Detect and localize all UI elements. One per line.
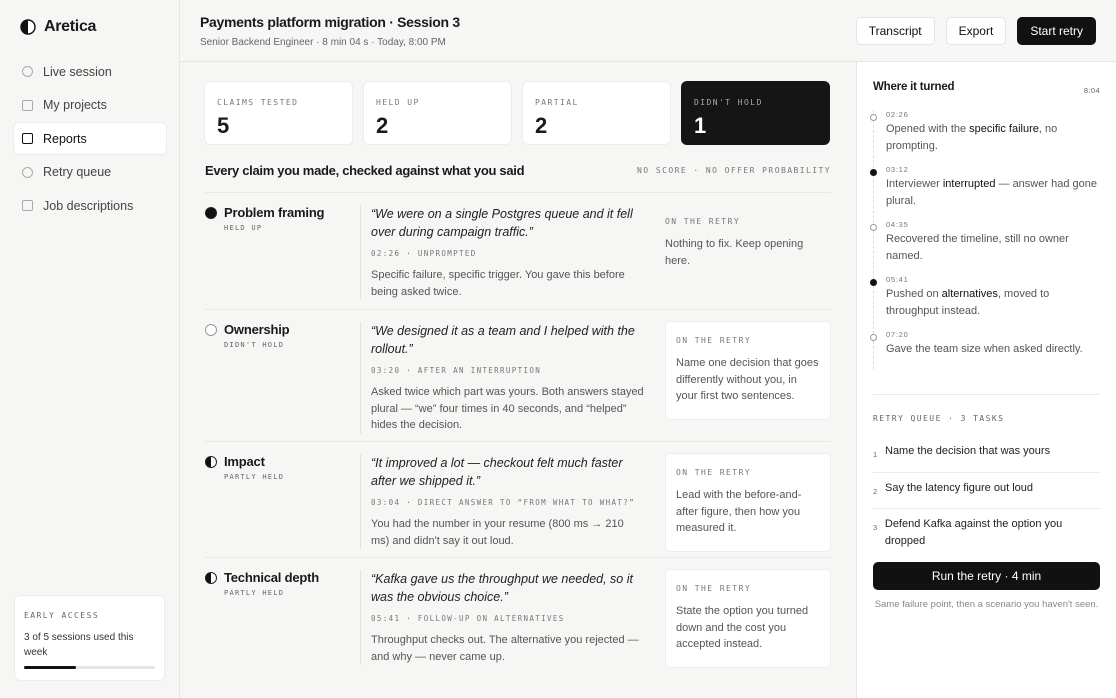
retry-task-text: Defend Kafka against the option you dropped (884, 518, 1063, 547)
timeline-text-highlight: alternatives (941, 288, 998, 300)
claim-name: Problem framing (224, 205, 325, 220)
sidebar-item-label: Live session (43, 64, 112, 79)
square-icon (22, 100, 33, 111)
sidebar (0, 0, 180, 698)
timeline-text-highlight: specific failure (969, 123, 1039, 135)
timeline-item[interactable] (874, 330, 1103, 358)
sidebar-item-reports[interactable] (14, 123, 166, 154)
stat-label: PARTIAL (535, 98, 579, 107)
claim-quote: “We were on a single Postgres queue and it fell over during campaign traffic.” (371, 207, 633, 239)
stat-value: 2 (535, 113, 548, 138)
claim-status: PARTLY HELD (224, 473, 285, 481)
retry-note (665, 203, 831, 283)
early-access-usage: 3 of 5 sessions used this week (24, 632, 134, 658)
timeline-item[interactable] (874, 165, 1103, 209)
claim-meta: 03:04 · DIRECT ANSWER TO “FROM WHAT TO WHAT?” (371, 498, 635, 507)
claim-name: Impact (224, 454, 265, 469)
timeline-text (886, 286, 1103, 319)
stat-label: CLAIMS TESTED (217, 98, 299, 107)
timeline-time: 02:26 (886, 110, 909, 119)
start-retry-button[interactable]: Start retry (1017, 17, 1096, 45)
claim-status: PARTLY HELD (224, 589, 285, 597)
page-subtitle: Senior Backend Engineer · 8 min 04 s · Today, 8:00 PM (200, 37, 446, 48)
partly-held-status-icon (205, 456, 217, 468)
stat-card-didnt-hold (681, 81, 830, 145)
sidebar-item-retry-queue[interactable] (14, 157, 166, 188)
timeline-text-pre: Recovered the timeline, still no owner named. (886, 233, 1069, 262)
timeline-text-pre: Interviewer (886, 178, 943, 190)
stat-value: 1 (694, 113, 707, 138)
retry-task-number: 3 (873, 523, 878, 532)
retry-text: State the option you turned down and the cost you accepted instead. (676, 605, 809, 650)
sidebar-nav (14, 56, 166, 224)
square-icon (22, 200, 33, 211)
claim-name: Ownership (224, 322, 290, 337)
run-retry-button[interactable]: Run the retry · 4 min (873, 562, 1100, 590)
retry-card (665, 453, 831, 552)
timeline-dot-icon (870, 224, 877, 231)
retry-label: ON THE RETRY (676, 468, 752, 477)
sidebar-item-label: My projects (43, 98, 107, 112)
timeline-text-pre: Opened with the (886, 123, 970, 135)
timeline-time: 04:35 (886, 220, 909, 229)
claim-explanation: Specific failure, specific trigger. You gave this before being asked twice. (371, 269, 625, 298)
report-main (180, 62, 856, 698)
retry-text: Nothing to fix. Keep opening here. (665, 238, 804, 267)
didnt-hold-status-icon (205, 324, 217, 336)
retry-task[interactable] (873, 509, 1100, 557)
timeline-item[interactable] (874, 275, 1103, 319)
claim-header (205, 570, 355, 597)
timeline-text-highlight: interrupted (942, 178, 996, 190)
stat-value: 5 (217, 113, 230, 138)
claim-evidence (360, 205, 645, 300)
retry-card (665, 321, 831, 420)
usage-progress-fill (24, 666, 76, 669)
claims-header (205, 163, 831, 178)
timeline-text (886, 176, 1103, 209)
claim-header (205, 454, 355, 481)
sidebar-item-label: Retry queue (43, 165, 112, 179)
page-header (180, 0, 1116, 62)
circle-icon (22, 66, 33, 77)
claim-explanation: Asked twice which part was yours. Both answers stayed plural — “we” four times in 40 seconds, and “helped” hides the decision. (371, 386, 644, 431)
claim-title (205, 454, 355, 469)
early-access-card (14, 595, 165, 681)
timeline-text-post: , moved to throughput instead. (886, 288, 1050, 317)
timeline-text (886, 231, 1103, 264)
claim-row-technical-depth (205, 557, 831, 673)
header-actions (856, 17, 1096, 45)
retry-task-text: Name the decision that was yours (885, 445, 1051, 457)
retry-text: Lead with the before-and-after figure, then how you measured it. (676, 489, 802, 534)
claim-meta: 05:41 · FOLLOW-UP ON ALTERNATIVES (371, 614, 565, 623)
claim-meta: 03:20 · AFTER AN INTERRUPTION (371, 366, 542, 375)
panel-heading: Where it turned (873, 81, 955, 93)
claims-note: NO SCORE · NO OFFER PROBABILITY (637, 166, 831, 175)
claim-meta: 02:26 · UNPROMPTED (371, 249, 477, 258)
retry-task[interactable] (873, 473, 1100, 510)
sidebar-item-live-session[interactable] (14, 56, 166, 87)
retry-label: ON THE RETRY (665, 217, 741, 226)
turning-points-panel (856, 62, 1116, 698)
timeline-dot-icon (870, 114, 877, 121)
timeline-dot-icon (870, 169, 877, 176)
claim-header (205, 205, 355, 232)
timeline-text-pre: Gave the team size when asked directly. (886, 343, 1083, 355)
stat-card-partial (522, 81, 671, 145)
claims-list (205, 192, 831, 673)
stat-value: 2 (376, 113, 389, 138)
brand[interactable] (20, 18, 96, 36)
divider (873, 394, 1100, 395)
claim-evidence (360, 322, 645, 434)
claim-status: HELD UP (224, 224, 263, 232)
retry-label: ON THE RETRY (676, 336, 752, 345)
timeline (873, 110, 1103, 369)
session-duration: 8:04 (1083, 86, 1100, 95)
sidebar-item-my-projects[interactable] (14, 90, 166, 121)
timeline-dot-icon (870, 334, 877, 341)
stat-label: HELD UP (376, 98, 420, 107)
early-access-label: EARLY ACCESS (24, 611, 100, 620)
brand-name: Aretica (44, 18, 97, 35)
timeline-text-post: , no prompting. (886, 123, 1058, 152)
claim-quote: “We designed it as a team and I helped with the rollout.” (371, 324, 635, 356)
claim-evidence (360, 570, 645, 665)
claims-heading: Every claim you made, checked against what you said (205, 163, 525, 178)
circle-icon (22, 167, 33, 178)
sidebar-item-label: Reports (43, 131, 87, 146)
timeline-text (886, 121, 1103, 154)
timeline-item[interactable] (874, 110, 1103, 154)
claim-row-impact (205, 441, 831, 557)
retry-queue-list (873, 436, 1100, 557)
timeline-text (886, 341, 1103, 358)
retry-label: ON THE RETRY (676, 584, 752, 593)
retry-text: Name one decision that goes differently without you, in your first two sentences. (676, 357, 819, 402)
timeline-time: 05:41 (886, 275, 909, 284)
claim-title (205, 205, 355, 220)
claim-evidence (360, 454, 645, 549)
claim-title (205, 322, 355, 337)
usage-progress-bar (24, 666, 155, 669)
stat-label: DIDN'T HOLD (694, 98, 763, 107)
partly-held-status-icon (205, 572, 217, 584)
export-button[interactable]: Export (946, 17, 1007, 45)
retry-task-number: 2 (873, 486, 878, 496)
timeline-text-pre: Pushed on (886, 288, 942, 300)
retry-queue-label: RETRY QUEUE · 3 TASKS (873, 414, 1005, 423)
retry-task-text: Say the latency figure out loud (885, 481, 1033, 494)
sidebar-item-job-descriptions[interactable] (14, 190, 166, 221)
claim-row-ownership (205, 309, 831, 441)
stat-card-held-up (363, 81, 512, 145)
timeline-dot-icon (870, 279, 877, 286)
timeline-time: 07:20 (886, 330, 909, 339)
sidebar-item-label: Job descriptions (43, 198, 134, 213)
timeline-text-post: — answer had gone plural. (886, 178, 1097, 207)
claim-header (205, 322, 355, 349)
transcript-button[interactable]: Transcript (856, 17, 935, 45)
claim-explanation: You had the number in your resume (800 ms → 210 ms) and didn't say it out loud. (371, 518, 624, 547)
run-retry-note: Same failure point, then a scenario you haven't seen. (874, 599, 1099, 610)
timeline-item[interactable] (874, 220, 1103, 264)
retry-card (665, 569, 831, 668)
claim-explanation: Throughput checks out. The alternative you rejected — and why — never came up. (371, 634, 639, 663)
stat-card-claims-tested (204, 81, 353, 145)
half-circle-logo-icon (20, 19, 36, 35)
claim-status: DIDN'T HOLD (224, 341, 285, 349)
page-title: Payments platform migration · Session 3 (200, 14, 460, 30)
claim-row-problem-framing (205, 192, 831, 309)
square-icon (22, 133, 33, 144)
held-up-status-icon (205, 207, 217, 219)
claim-quote: “Kafka gave us the throughput we needed, so it was the obvious choice.” (371, 572, 633, 604)
panel-header (873, 81, 1100, 95)
retry-task[interactable] (873, 436, 1100, 473)
retry-task-number: 1 (873, 450, 878, 459)
timeline-time: 03:12 (886, 165, 909, 174)
stats-row (204, 81, 830, 145)
claim-quote: “It improved a lot — checkout felt much faster after we shipped it.” (371, 456, 623, 488)
claim-title (205, 570, 355, 585)
claim-name: Technical depth (224, 570, 319, 585)
